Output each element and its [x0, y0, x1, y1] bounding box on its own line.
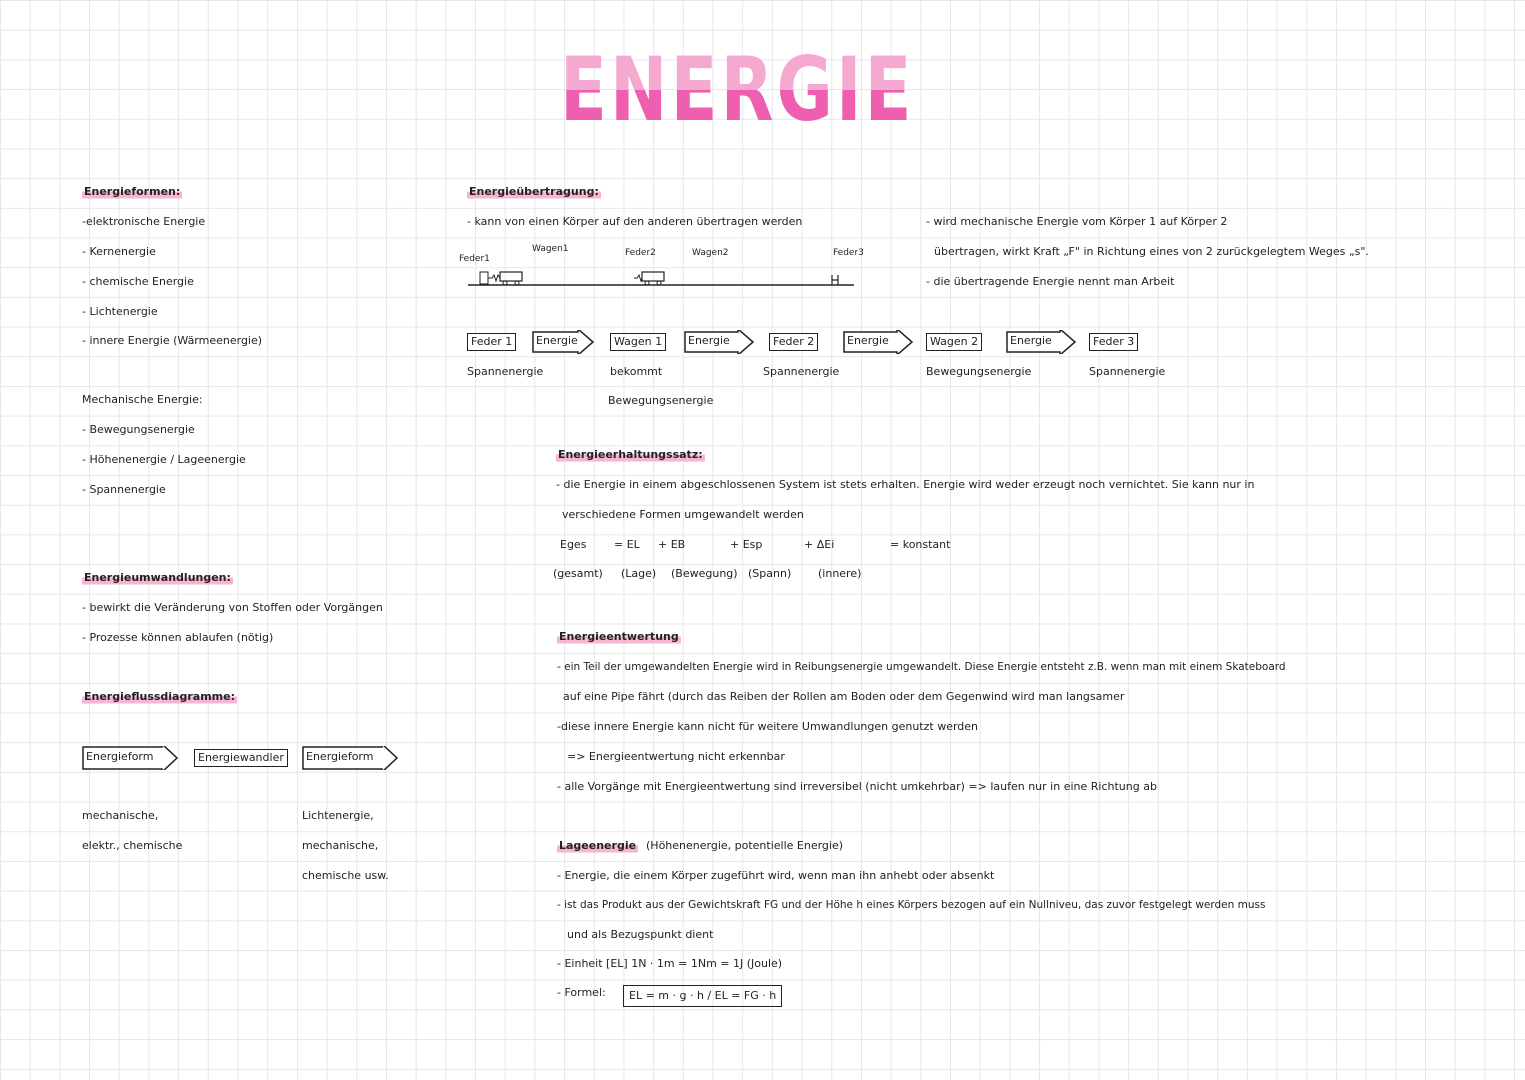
chain-label: Spannenergie [467, 365, 544, 378]
formula-ei: + ΔEi [804, 538, 835, 551]
umwandlungen-heading: Energieumwandlungen: [84, 571, 231, 584]
chain-arrow-label: Energie [688, 334, 730, 347]
formula-sub: (innere) [818, 567, 862, 580]
list-item: - Kernenergie [82, 245, 156, 258]
chain-feder2-box: Feder 2 [769, 333, 818, 351]
entwertung-text: auf eine Pipe fährt (durch das Reiben der Rollen am Boden oder dem Gegenwind wird man langsamer [563, 690, 1125, 703]
springs-wagons-sketch [466, 258, 858, 290]
list-item: - Prozesse können ablaufen (nötig) [82, 631, 274, 644]
lage-heading: Lageenergie [559, 839, 637, 852]
chain-label: Bewegungsenergie [608, 394, 714, 407]
formula-el: = EL [614, 538, 640, 551]
chain-energie-arrow-4 [1006, 330, 1076, 352]
list-item: - chemische Energie [82, 275, 194, 288]
lage-heading-suffix: (Höhenenergie, potentielle Energie) [646, 839, 844, 852]
entwertung-heading: Energieentwertung [559, 630, 679, 643]
list-item: - Höhenenergie / Lageenergie [82, 453, 246, 466]
list-item: - bewirkt die Veränderung von Stoffen oder Vorgängen [82, 601, 383, 614]
page-title: ENERGIE [560, 38, 915, 141]
flow-energieform-arrow-2 [302, 746, 398, 768]
formula-konstant: = konstant [890, 538, 951, 551]
flow-col1-item: mechanische, [82, 809, 159, 822]
formula-sub: (gesamt) [553, 567, 603, 580]
chain-feder1-box: Feder 1 [467, 333, 516, 351]
sketch-label-wagen1: Wagen1 [532, 244, 569, 254]
formula-esp: + Esp [730, 538, 763, 551]
lage-text: - ist das Produkt aus der Gewichtskraft FG und der Höhe h eines Körpers bezogen auf ein Nullniveu, das zuvor festgelegt werden muss [557, 899, 1266, 911]
formula-sub: (Lage) [621, 567, 657, 580]
chain-wagen2-box: Wagen 2 [926, 333, 982, 351]
formula-sub: (Bewegung) [671, 567, 738, 580]
sketch-label-feder3: Feder3 [833, 248, 864, 258]
uebertragung-text: - die übertragende Energie nennt man Arbeit [926, 275, 1175, 288]
list-item: - innere Energie (Wärmeenergie) [82, 334, 263, 347]
flow-col2-item: Lichtenergie, [302, 809, 374, 822]
chain-label: Spannenergie [763, 365, 840, 378]
chain-wagen1-box: Wagen 1 [610, 333, 666, 351]
entwertung-text: - ein Teil der umgewandelten Energie wird in Reibungsenergie umgewandelt. Diese Energie entsteht z.B. wenn man mit einem Skateboard [557, 661, 1286, 673]
list-item: - Bewegungsenergie [82, 423, 195, 436]
sketch-label-feder2: Feder2 [625, 248, 656, 258]
flow-col2-item: mechanische, [302, 839, 379, 852]
flow-label: Energieform [86, 750, 154, 763]
chain-energie-arrow-2 [684, 330, 754, 352]
flow-energiewandler-box: Energiewandler [194, 749, 288, 767]
energieformen-heading: Energieformen: [84, 185, 181, 198]
chain-arrow-label: Energie [847, 334, 889, 347]
chain-label: bekommt [610, 365, 663, 378]
uebertragung-text: - wird mechanische Energie vom Körper 1 auf Körper 2 [926, 215, 1228, 228]
chain-label: Bewegungsenergie [926, 365, 1032, 378]
formula-sub: (Spann) [748, 567, 792, 580]
list-item: -elektronische Energie [82, 215, 206, 228]
lage-text: - Einheit [EL] 1N · 1m = 1Nm = 1J (Joule) [557, 957, 783, 970]
lage-text: und als Bezugspunkt dient [567, 928, 714, 941]
uebertragung-text: übertragen, wirkt Kraft „F" in Richtung eines von 2 zurückgelegtem Weges „s". [934, 245, 1369, 258]
formula-eb: + EB [658, 538, 686, 551]
erhaltung-text: verschiedene Formen umgewandelt werden [562, 508, 804, 521]
formula-eges: Eges [560, 538, 587, 551]
flow-label: Energieform [306, 750, 374, 763]
lage-text: - Formel: [557, 986, 606, 999]
entwertung-text: -diese innere Energie kann nicht für weitere Umwandlungen genutzt werden [557, 720, 979, 733]
uebertragung-text: - kann von einen Körper auf den anderen übertragen werden [467, 215, 803, 228]
flow-col1-item: elektr., chemische [82, 839, 183, 852]
erhaltung-heading: Energieerhaltungssatz: [558, 448, 703, 461]
chain-arrow-label: Energie [1010, 334, 1052, 347]
chain-label: Spannenergie [1089, 365, 1166, 378]
chain-energie-arrow-1 [532, 330, 594, 352]
sketch-label-wagen2: Wagen2 [692, 248, 729, 258]
mechanische-heading: Mechanische Energie: [82, 393, 203, 406]
chain-feder3-box: Feder 3 [1089, 333, 1138, 351]
flow-energieform-arrow-1 [82, 746, 178, 768]
chain-energie-arrow-3 [843, 330, 913, 352]
lage-text: - Energie, die einem Körper zugeführt wird, wenn man ihn anhebt oder absenkt [557, 869, 995, 882]
lage-formula-box: EL = m · g · h / EL = FG · h [623, 985, 782, 1007]
entwertung-text: - alle Vorgänge mit Energieentwertung sind irreversibel (nicht umkehrbar) => laufen nur in eine Richtung ab [557, 780, 1157, 793]
list-item: - Lichtenergie [82, 305, 158, 318]
list-item: - Spannenergie [82, 483, 166, 496]
chain-arrow-label: Energie [536, 334, 578, 347]
erhaltung-text: - die Energie in einem abgeschlossenen System ist stets erhalten. Energie wird weder erzeugt noch vernichtet. Sie kann nur in [556, 478, 1255, 491]
uebertragung-heading: Energieübertragung: [469, 185, 599, 198]
flow-col2-item: chemische usw. [302, 869, 389, 882]
sketch-label-feder1: Feder1 [459, 254, 490, 264]
fluss-heading: Energieflussdiagramme: [84, 690, 235, 703]
entwertung-text: => Energieentwertung nicht erkennbar [567, 750, 785, 763]
